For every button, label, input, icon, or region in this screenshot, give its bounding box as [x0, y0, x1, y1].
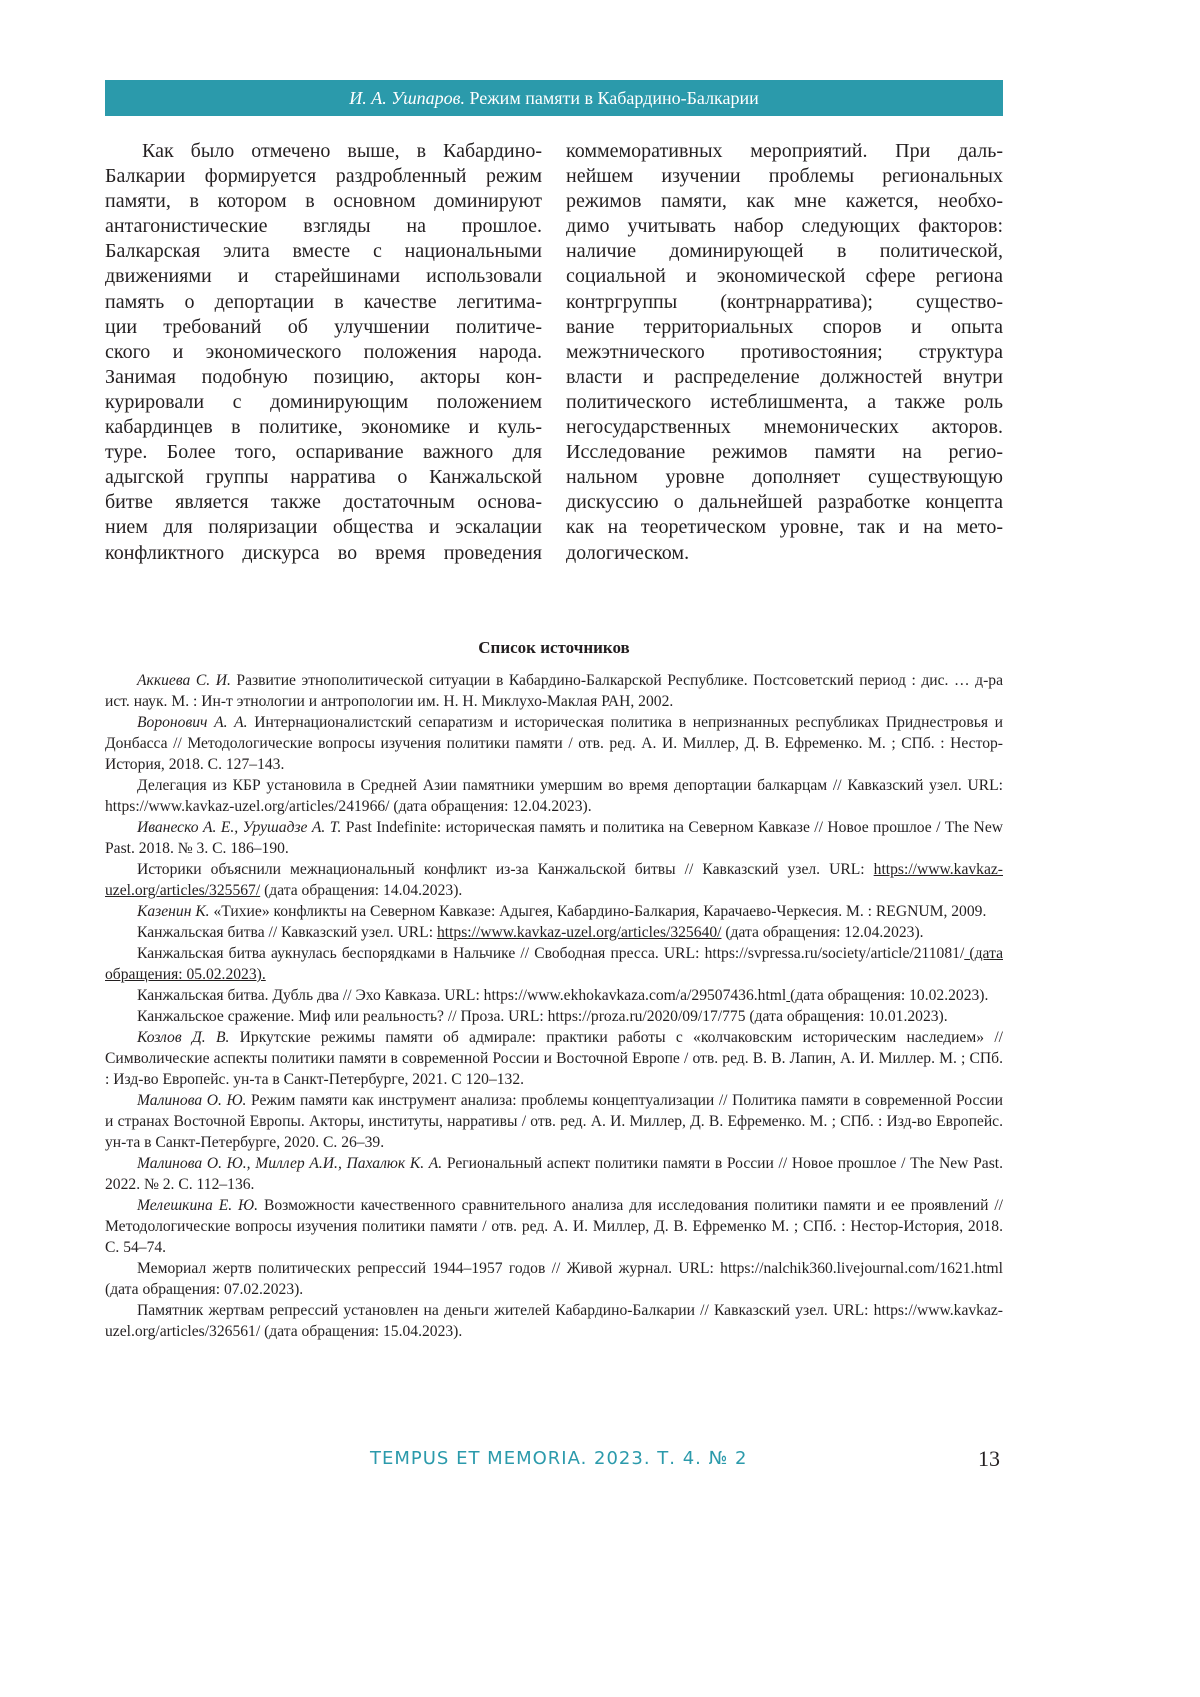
text-line: адыгской группы нарратива о Канжальской: [105, 465, 542, 490]
text-line: политического истеблишмента, а также роль: [566, 390, 1003, 415]
reference-text: Канжальская битва аукнулась беспорядками в Нальчике // Свободная пресса. URL: https://svpressa.ru/society/article/211081/: [137, 945, 964, 962]
text-line: битве является также достаточным основа-: [105, 490, 542, 515]
reference-item: [105, 901, 1003, 922]
text-line: дологическом.: [566, 541, 1003, 566]
reference-link[interactable]: https://www.kavkaz-uzel.org/articles/325567/: [105, 861, 1003, 899]
reference-item: [105, 1006, 1003, 1027]
header-title: Режим памяти в Кабардино-Балкарии: [465, 88, 759, 108]
text-line: антагонистические взгляды на прошлое.: [105, 214, 542, 239]
reference-author: Козлов Д. В.: [137, 1029, 229, 1046]
text-line: Исследование режимов памяти на регио-: [566, 440, 1003, 465]
text-line: как на теоретическом уровне, так и на мето-: [566, 515, 1003, 540]
reference-text: Региональный аспект политики памяти в России // Новое прошлое / The New Past. 2022. № 2. С. 112–136.: [105, 1155, 1003, 1193]
text-line: наличие доминирующей в политической,: [566, 239, 1003, 264]
reference-text: Канжальское сражение. Миф или реальность? // Проза. URL: https://proza.ru/2020/09/17/775 (дата обращения: 10.01.2023).: [137, 1008, 948, 1025]
reference-text: Историки объяснили межнациональный конфликт из-за Канжальской битвы // Кавказский узел. URL:: [137, 861, 874, 878]
reference-item: [105, 985, 1003, 1006]
text-line: димо учитывать набор следующих факторов:: [566, 214, 1003, 239]
reference-item: [105, 1153, 1003, 1195]
reference-text: Памятник жертвам репрессий установлен на деньги жителей Кабардино-Балкарии // Кавказский узел. URL: https://www.kavkaz-uzel.org/articles/326561/ (дата обращения: 15.04.2023).: [105, 1302, 1003, 1340]
reference-item: [105, 775, 1003, 817]
reference-text: Развитие этнополитической ситуации в Кабардино-Балкарской Республике. Постсоветский период : дис. … д-ра ист. наук. М. : Ин-т этнологии и антропологии им. Н. Н. Миклухо-Маклая РАН, 2002.: [105, 672, 1003, 710]
running-header: [105, 80, 1003, 116]
reference-text: «Тихие» конфликты на Северном Кавказе: Адыгея, Кабардино-Балкария, Карачаево-Черкесия. М. : REGNUM, 2009.: [210, 903, 987, 920]
reference-item: [105, 817, 1003, 859]
text-line: туре. Более того, оспаривание важного для: [105, 440, 542, 465]
reference-text-after: (дата обращения: 10.02.2023).: [790, 987, 988, 1004]
text-line: межэтнического противостояния; структура: [566, 340, 1003, 365]
reference-text: Возможности качественного сравнительного анализа для исследования политики памяти и ее проявлений // Методологические вопросы изучения политики памяти / отв. ред. А. И. Миллер, Д. В. Ефременко М. ; СПб. : Нестор-История, 2018. С. 54–74.: [105, 1197, 1003, 1256]
reference-text: Режим памяти как инструмент анализа: проблемы концептуализации // Политика памяти в современной России и странах Восточной Европы. Акторы, институты, нарративы / отв. ред. А. И. Миллер, Д. В. Ефременко. М. ; СПб. : Изд-во Европейс. ун-та в Санкт-Петербурге, 2020. С. 26–39.: [105, 1092, 1003, 1151]
text-line: Балкарии формируется раздробленный режим: [105, 164, 542, 189]
reference-item: [105, 943, 1003, 985]
reference-text: Past Indefinite: историческая память и политика на Северном Кавказе // Новое прошлое / The New Past. 2018. № 3. С. 186–190.: [105, 819, 1003, 857]
reference-text: Канжальская битва. Дубль два // Эхо Кавказа. URL: https://www.ekhokavkaza.com/a/29507436.html: [137, 987, 786, 1004]
reference-author: Иванеско А. Е., Урушадзе А. Т.: [137, 819, 341, 836]
reference-item: [105, 922, 1003, 943]
reference-text-after: (дата обращения: 12.04.2023).: [721, 924, 923, 941]
reference-item: [105, 670, 1003, 712]
text-line: режимов памяти, как мне кажется, необхо-: [566, 189, 1003, 214]
reference-item: [105, 1195, 1003, 1258]
reference-author: Малинова О. Ю., Миллер А.И., Пахалюк К. А.: [137, 1155, 442, 1172]
text-line: контргруппы (контрнарратива); существо-: [566, 290, 1003, 315]
reference-author: Малинова О. Ю.: [137, 1092, 246, 1109]
reference-item: [105, 712, 1003, 775]
references-heading: Список источников: [105, 638, 1003, 658]
text-line: конфликтного дискурса во время проведения: [105, 541, 542, 566]
header-author: И. А. Ушпаров.: [349, 88, 465, 108]
reference-link[interactable]: (дата обращения: 05.02.2023).: [105, 945, 1003, 983]
journal-footer: TEMPUS ET MEMORIA. 2023. Т. 4. № 2: [370, 1448, 748, 1469]
reference-item: [105, 1090, 1003, 1153]
text-line: вание территориальных споров и опыта: [566, 315, 1003, 340]
reference-item: [105, 1258, 1003, 1300]
references-list: [105, 670, 1003, 1342]
page-number: 13: [978, 1446, 1000, 1472]
text-line: негосударственных мнемонических акторов.: [566, 415, 1003, 440]
text-line: ского и экономического положения народа.: [105, 340, 542, 365]
body-column-right: [566, 139, 1003, 566]
text-line: нейшем изучении проблемы региональных: [566, 164, 1003, 189]
text-line: ции требований об улучшении политиче-: [105, 315, 542, 340]
text-line: нальном уровне дополняет существующую: [566, 465, 1003, 490]
text-line: памяти, в котором в основном доминируют: [105, 189, 542, 214]
text-line: социальной и экономической сфере региона: [566, 264, 1003, 289]
reference-text: Канжальская битва // Кавказский узел. URL:: [137, 924, 437, 941]
text-line: власти и распределение должностей внутри: [566, 365, 1003, 390]
text-line: Как было отмечено выше, в Кабардино-: [105, 139, 542, 164]
text-line: дискуссию о дальнейшей разработке концепта: [566, 490, 1003, 515]
reference-item: [105, 1300, 1003, 1342]
text-line: Занимая подобную позицию, акторы кон-: [105, 365, 542, 390]
text-line: кабардинцев в политике, экономике и куль-: [105, 415, 542, 440]
reference-author: Казенин К.: [137, 903, 210, 920]
reference-text: Иркутские режимы памяти об адмирале: практики работы с «колчаковским историческим наследием» // Символические аспекты политики памяти в современной России и Восточной Европе / отв. ред. В. В. Лапин, А. И. Миллер. М. ; СПб. : Изд-во Европейс. ун-та в Санкт-Петербурге, 2021. С 120–132.: [105, 1029, 1003, 1088]
text-line: движениями и старейшинами использовали: [105, 264, 542, 289]
reference-text: Интернационалистский сепаратизм и историческая политика в непризнанных республиках Приднестровья и Донбасса // Методологические вопросы изучения политики памяти / отв. ред. А. И. Миллер, Д. В. Ефременко. М. ; СПб. : Нестор-История, 2018. С. 127–143.: [105, 714, 1003, 773]
reference-text: Делегация из КБР установила в Средней Азии памятники умершим во время депортации балкарцам // Кавказский узел. URL: https://www.kavkaz-uzel.org/articles/241966/ (дата обращения: 12.04.2023).: [105, 777, 1003, 815]
reference-author: Воронович А. А.: [137, 714, 248, 731]
text-line: коммеморативных мероприятий. При даль-: [566, 139, 1003, 164]
text-line: нием для поляризации общества и эскалации: [105, 515, 542, 540]
reference-item: [105, 859, 1003, 901]
reference-author: Мелешкина Е. Ю.: [137, 1197, 258, 1214]
body-column-left: [105, 139, 542, 566]
reference-item: [105, 1027, 1003, 1090]
text-line: Балкарская элита вместе с национальными: [105, 239, 542, 264]
text-line: память о депортации в качестве легитима-: [105, 290, 542, 315]
text-line: курировали с доминирующим положением: [105, 390, 542, 415]
reference-text: Мемориал жертв политических репрессий 1944–1957 годов // Живой журнал. URL: https://nalchik360.livejournal.com/1621.html (дата обращения: 07.02.2023).: [105, 1260, 1003, 1298]
reference-text-after: (дата обращения: 14.04.2023).: [260, 882, 462, 899]
reference-author: Аккиева С. И.: [137, 672, 231, 689]
reference-link[interactable]: https://www.kavkaz-uzel.org/articles/325640/: [437, 924, 722, 941]
